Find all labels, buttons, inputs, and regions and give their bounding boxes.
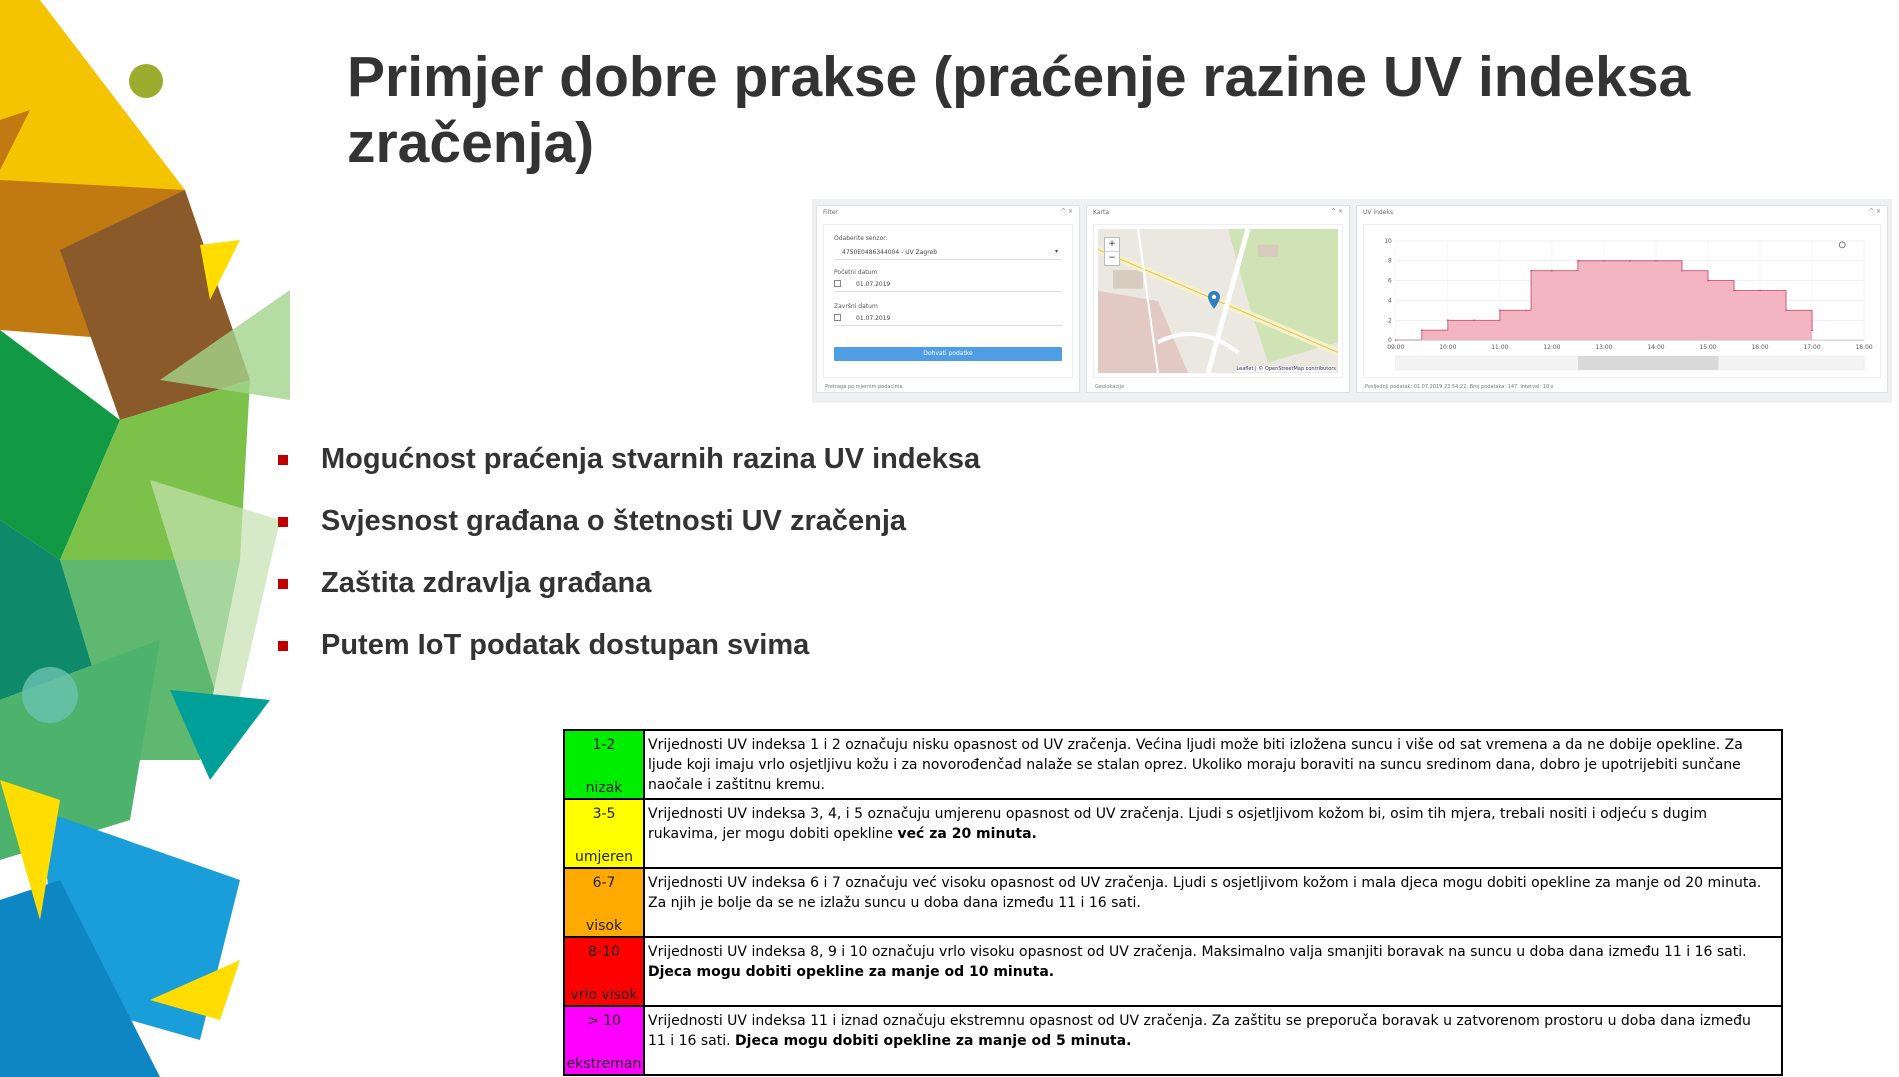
map-panel bbox=[1086, 205, 1350, 393]
map-panel-footer: Geolokacija bbox=[1095, 384, 1124, 390]
panel-controls[interactable]: ^ × bbox=[1331, 208, 1343, 215]
start-date-input[interactable] bbox=[834, 279, 1062, 292]
table-row bbox=[564, 937, 1782, 1006]
end-date-label: Završni datum bbox=[834, 303, 878, 310]
uv-data-point bbox=[1577, 260, 1579, 262]
panel-controls[interactable]: ^ × bbox=[1061, 208, 1073, 215]
uv-data-point bbox=[1733, 290, 1735, 292]
uv-level-name: ekstreman bbox=[566, 1056, 642, 1072]
table-row bbox=[564, 1006, 1782, 1075]
x-tick-label: 09:00 bbox=[1387, 344, 1405, 352]
uv-data-point bbox=[1530, 270, 1532, 272]
bullet-item bbox=[278, 567, 1178, 633]
bullet-marker bbox=[278, 455, 288, 465]
x-tick-label: 13:00 bbox=[1595, 344, 1613, 352]
navigator-selection bbox=[1578, 356, 1718, 370]
zoom-out-button[interactable]: − bbox=[1105, 251, 1119, 265]
slide-title: Primjer dobre prakse (praćenje razine UV indeksa zračenja) bbox=[347, 45, 1691, 175]
x-tick-label: 15:00 bbox=[1699, 344, 1717, 352]
uv-data-point bbox=[1629, 260, 1631, 262]
uv-data-point bbox=[1499, 309, 1501, 311]
filter-panel bbox=[816, 205, 1080, 393]
uv-data-point bbox=[1447, 319, 1449, 321]
uv-level-cell bbox=[564, 1006, 644, 1075]
uv-data-point bbox=[1421, 329, 1423, 331]
y-tick-label: 10 bbox=[1384, 237, 1392, 245]
uv-data-point bbox=[1655, 260, 1657, 262]
bullet-list bbox=[278, 443, 1178, 695]
uv-level-name: vrlo visok bbox=[570, 987, 638, 1003]
x-tick-label: 12:00 bbox=[1543, 344, 1561, 352]
description-text: Vrijednosti UV indeksa 6 i 7 označuju već visoku opasnost od UV zračenja. Ljudi s osjetljivom kožom i mala djeca mogu dobiti opekline za manje od 20 minuta. Za njih je bolje da se ne izlažu suncu u doba dana između 11 i 16 sati. bbox=[648, 875, 1762, 911]
description-text: Vrijednosti UV indeksa 11 i iznad označuju ekstremnu opasnost od UV zračenja. Za zaštitu se preporuča boravak u zatvorenom prostoru u doba dana između 11 i 16 sati. bbox=[648, 1013, 1751, 1049]
calendar-icon bbox=[834, 314, 841, 321]
uv-description bbox=[644, 868, 1782, 937]
uv-description bbox=[644, 937, 1782, 1006]
filter-panel-footer: Pretraga po mjernim podacima bbox=[825, 384, 903, 390]
uv-data-point bbox=[1759, 290, 1761, 292]
uv-panel-title: UV indeks bbox=[1363, 209, 1393, 216]
description-text: Vrijednosti UV indeksa 3, 4, i 5 označuju umjerenu opasnost od UV zračenja. Ljudi s osjetljivom kožom bi, osim tih mjera, trebali nositi i odjeću s dugim rukavima, jer mogu dobiti opekline bbox=[648, 806, 1707, 842]
bullet-text: Mogućnost praćenja stvarnih razina UV indeksa bbox=[321, 443, 981, 475]
panel-controls[interactable]: ^ × bbox=[1869, 208, 1881, 215]
uv-range: 1-2 bbox=[592, 737, 616, 753]
map-panel-title: Karta bbox=[1093, 209, 1110, 216]
uv-data-point bbox=[1785, 309, 1787, 311]
uv-range: > 10 bbox=[587, 1013, 621, 1029]
uv-level-cell bbox=[564, 937, 644, 1006]
uv-data-point bbox=[1551, 270, 1553, 272]
y-tick-label: 0 bbox=[1388, 337, 1392, 345]
description-bold: Djeca mogu dobiti opekline za manje od 5 minuta. bbox=[735, 1033, 1132, 1049]
decorative-polygon-background bbox=[0, 0, 300, 1077]
uv-data-point bbox=[1603, 260, 1605, 262]
description-text: Vrijednosti UV indeksa 1 i 2 označuju nisku opasnost od UV zračenja. Većina ljudi može biti izložena suncu i više od sat vremena a da ne dobije opekline. Za ljude koji imaju vrlo osjetljivu kožu i za novorođenčad nalaže se stalan oprez. Ukoliko moraju boraviti na suncu sredinom dana, dobro je upotrijebiti sunčane naočale i zaštitnu kremu. bbox=[648, 737, 1743, 793]
map-body bbox=[1093, 224, 1343, 378]
y-tick-label: 4 bbox=[1388, 297, 1392, 305]
x-tick-label: 16:00 bbox=[1751, 344, 1769, 352]
uv-description bbox=[644, 799, 1782, 868]
zoom-in-button[interactable]: + bbox=[1108, 239, 1116, 249]
map-attribution[interactable]: Leaflet | © OpenStreetMap contributors bbox=[1236, 366, 1336, 372]
uv-description bbox=[644, 1006, 1782, 1075]
sensor-select[interactable] bbox=[834, 247, 1062, 260]
y-tick-label: 6 bbox=[1388, 277, 1392, 285]
sensor-value: 4750E0486344004 - UV Zagreb bbox=[842, 249, 938, 256]
description-text: Vrijednosti UV indeksa 8, 9 i 10 označuju vrlo visoku opasnost od UV zračenja. Maksimalno valja smanjiti boravak na suncu u doba dana između 11 i 16 sati. bbox=[648, 944, 1747, 960]
bullet-text: Putem IoT podatak dostupan svima bbox=[321, 629, 810, 661]
uv-level-cell bbox=[564, 730, 644, 799]
uv-range: 6-7 bbox=[592, 875, 616, 891]
uv-level-cell bbox=[564, 868, 644, 937]
calendar-icon bbox=[834, 280, 841, 287]
uv-panel-footer: Posljednji podatak: 01.07.2019 23:54:22, Broj podataka: 147, Interval: 10 s bbox=[1365, 384, 1554, 390]
bullet-text: Svjesnost građana o štetnosti UV zračenja bbox=[321, 505, 907, 537]
uv-level-name: nizak bbox=[585, 780, 623, 796]
uv-data-point bbox=[1811, 329, 1813, 331]
bullet-marker bbox=[278, 641, 288, 651]
bullet-item bbox=[278, 443, 1178, 509]
map-pin-icon[interactable] bbox=[1208, 291, 1220, 309]
uv-index-table bbox=[563, 729, 1783, 1076]
uv-data-point bbox=[1681, 270, 1683, 272]
zoom-icon bbox=[1839, 242, 1845, 248]
filter-form bbox=[823, 224, 1073, 378]
x-tick-label: 18:00 bbox=[1855, 344, 1873, 352]
x-tick-label: 11:00 bbox=[1491, 344, 1509, 352]
x-tick-label: 17:00 bbox=[1803, 344, 1821, 352]
uv-range: 8-10 bbox=[588, 944, 620, 960]
filter-panel-title: Filter bbox=[823, 209, 838, 216]
uv-range: 3-5 bbox=[592, 806, 616, 822]
uv-level-cell bbox=[564, 799, 644, 868]
uv-data-point bbox=[1707, 280, 1709, 282]
description-bold: već za 20 minuta. bbox=[897, 826, 1037, 842]
uv-chart-body bbox=[1363, 224, 1881, 378]
bullet-item bbox=[278, 629, 1178, 695]
end-date-input[interactable] bbox=[834, 313, 1062, 326]
map-zoom-control bbox=[1104, 237, 1120, 266]
table-row bbox=[564, 799, 1782, 868]
table-row bbox=[564, 730, 1782, 799]
uv-description bbox=[644, 730, 1782, 799]
uv-level-name: visok bbox=[585, 918, 623, 934]
uv-data-point bbox=[1525, 309, 1527, 311]
bullet-marker bbox=[278, 579, 288, 589]
y-tick-label: 2 bbox=[1388, 317, 1392, 325]
description-bold: Djeca mogu dobiti opekline za manje od 10 minuta. bbox=[648, 964, 1055, 980]
y-tick-label: 8 bbox=[1388, 257, 1392, 265]
bullet-text: Zaštita zdravlja građana bbox=[321, 567, 652, 599]
sensor-label: Odaberite senzor: bbox=[834, 235, 888, 242]
end-date-value: 01.07.2019 bbox=[856, 315, 891, 322]
chevron-down-icon: ▾ bbox=[1054, 248, 1058, 255]
uv-level-name: umjeren bbox=[575, 849, 633, 865]
x-tick-label: 14:00 bbox=[1647, 344, 1665, 352]
bullet-item bbox=[278, 505, 1178, 571]
fetch-data-button[interactable]: Dohvati podatke bbox=[834, 347, 1062, 361]
uv-index-chart[interactable] bbox=[1368, 229, 1876, 376]
dashboard-screenshot bbox=[812, 199, 1892, 403]
uv-data-point bbox=[1473, 319, 1475, 321]
x-tick-label: 10:00 bbox=[1439, 344, 1457, 352]
table-row bbox=[564, 868, 1782, 937]
bullet-marker bbox=[278, 517, 288, 527]
start-date-value: 01.07.2019 bbox=[856, 281, 891, 288]
uv-panel bbox=[1356, 205, 1888, 393]
start-date-label: Početni datum bbox=[834, 269, 878, 276]
map-view[interactable] bbox=[1098, 229, 1338, 373]
